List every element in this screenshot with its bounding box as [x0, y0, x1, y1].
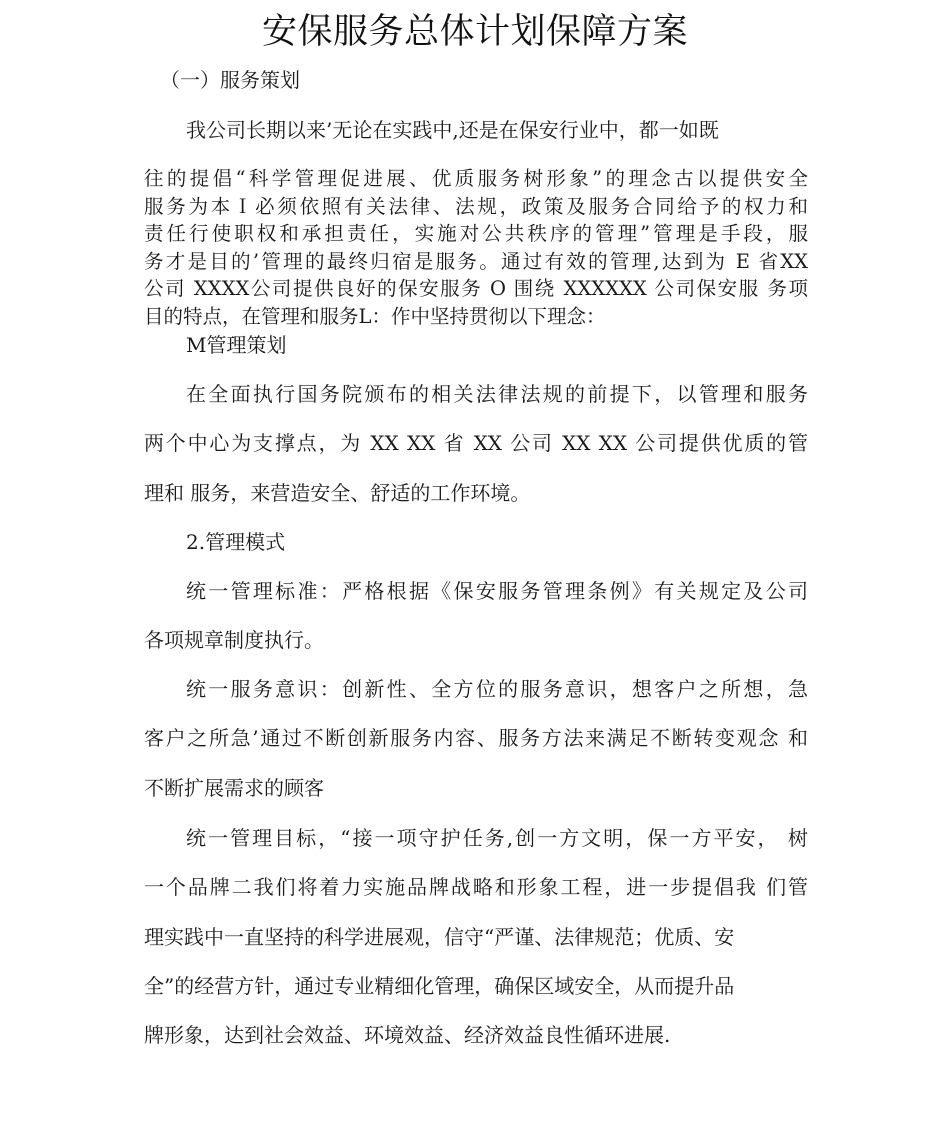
intro-line: 往的提倡“科学管理促进展、优质服务树形象”的理念古以提供安全 — [144, 167, 808, 190]
management-planning-line: 两个中心为支撑点，为 XX XX 省 XX 公司 XX XX 公司提供优质的管 — [144, 431, 808, 455]
intro-line: 责任行使职权和承担责任，实施对公共秩序的管理”管理是手段，服 — [144, 222, 808, 245]
awareness-paragraph-line: 客户之所急’通过不断创新服务内容、服务方法来满足不断转变观念 和 — [144, 726, 808, 750]
goal-paragraph-line: 统一管理目标，“接一项守护任务,创一方文明，保一方平安， 树 — [186, 826, 808, 850]
management-planning-line: 理和 服务，来营造安全、舒适的工作环境。 — [144, 481, 531, 505]
goal-paragraph-line: 牌形象，达到社会效益、环境效益、经济效益良性循环进展. — [144, 1023, 671, 1047]
management-planning-line: 在全面执行国务院颁布的相关法律法规的前提下，以管理和服务 — [186, 382, 808, 406]
intro-line: 公司 XXXX公司提供良好的保安服务 O 围绕 XXXXXX 公司保安服 务项 — [144, 277, 808, 300]
awareness-paragraph-line: 不断扩展需求的顾客 — [144, 776, 324, 800]
intro-paragraph-first-line: 我公司长期以来’无论在实践中,还是在保安行业中，都一如既 — [186, 118, 719, 142]
intro-paragraph-body — [144, 165, 808, 330]
subsection-heading-management-planning: M管理策划 — [186, 333, 287, 357]
awareness-paragraph-line: 统一服务意识：创新性、全方位的服务意识，想客户之所想，急 — [186, 677, 808, 701]
standard-paragraph-line: 统一管理标准：严格根据《保安服务管理条例》有关规定及公司 — [186, 579, 808, 603]
standard-paragraph-line: 各项规章制度执行。 — [144, 628, 324, 652]
goal-paragraph-line: 理实践中一直坚持的科学进展观，信守“严谨、法律规范；优质、安 — [144, 925, 735, 949]
subsection-heading-management-mode: 2.管理模式 — [186, 530, 286, 554]
document-title: 安保服务总体计划保障方案 — [261, 12, 688, 52]
goal-paragraph-line: 一个品牌二我们将着力实施品牌战略和形象工程，进一步提倡我 们管 — [144, 875, 808, 899]
intro-line: 务才是目的’管理的最终归宿是服务。通过有效的管理,达到为 E 省XX — [144, 249, 808, 273]
goal-paragraph-line: 全”的经营方针，通过专业精细化管理，确保区域安全，从而提升品 — [144, 974, 735, 998]
intro-line: 服务为本Ｉ必须依照有关法律、法规，政策及服务合同给予的权力和 — [144, 194, 808, 218]
intro-line: 目的特点，在管理和服务L：作中坚持贯彻以下理念： — [144, 304, 606, 328]
section-heading-service-planning: （一）服务策划 — [160, 68, 300, 92]
